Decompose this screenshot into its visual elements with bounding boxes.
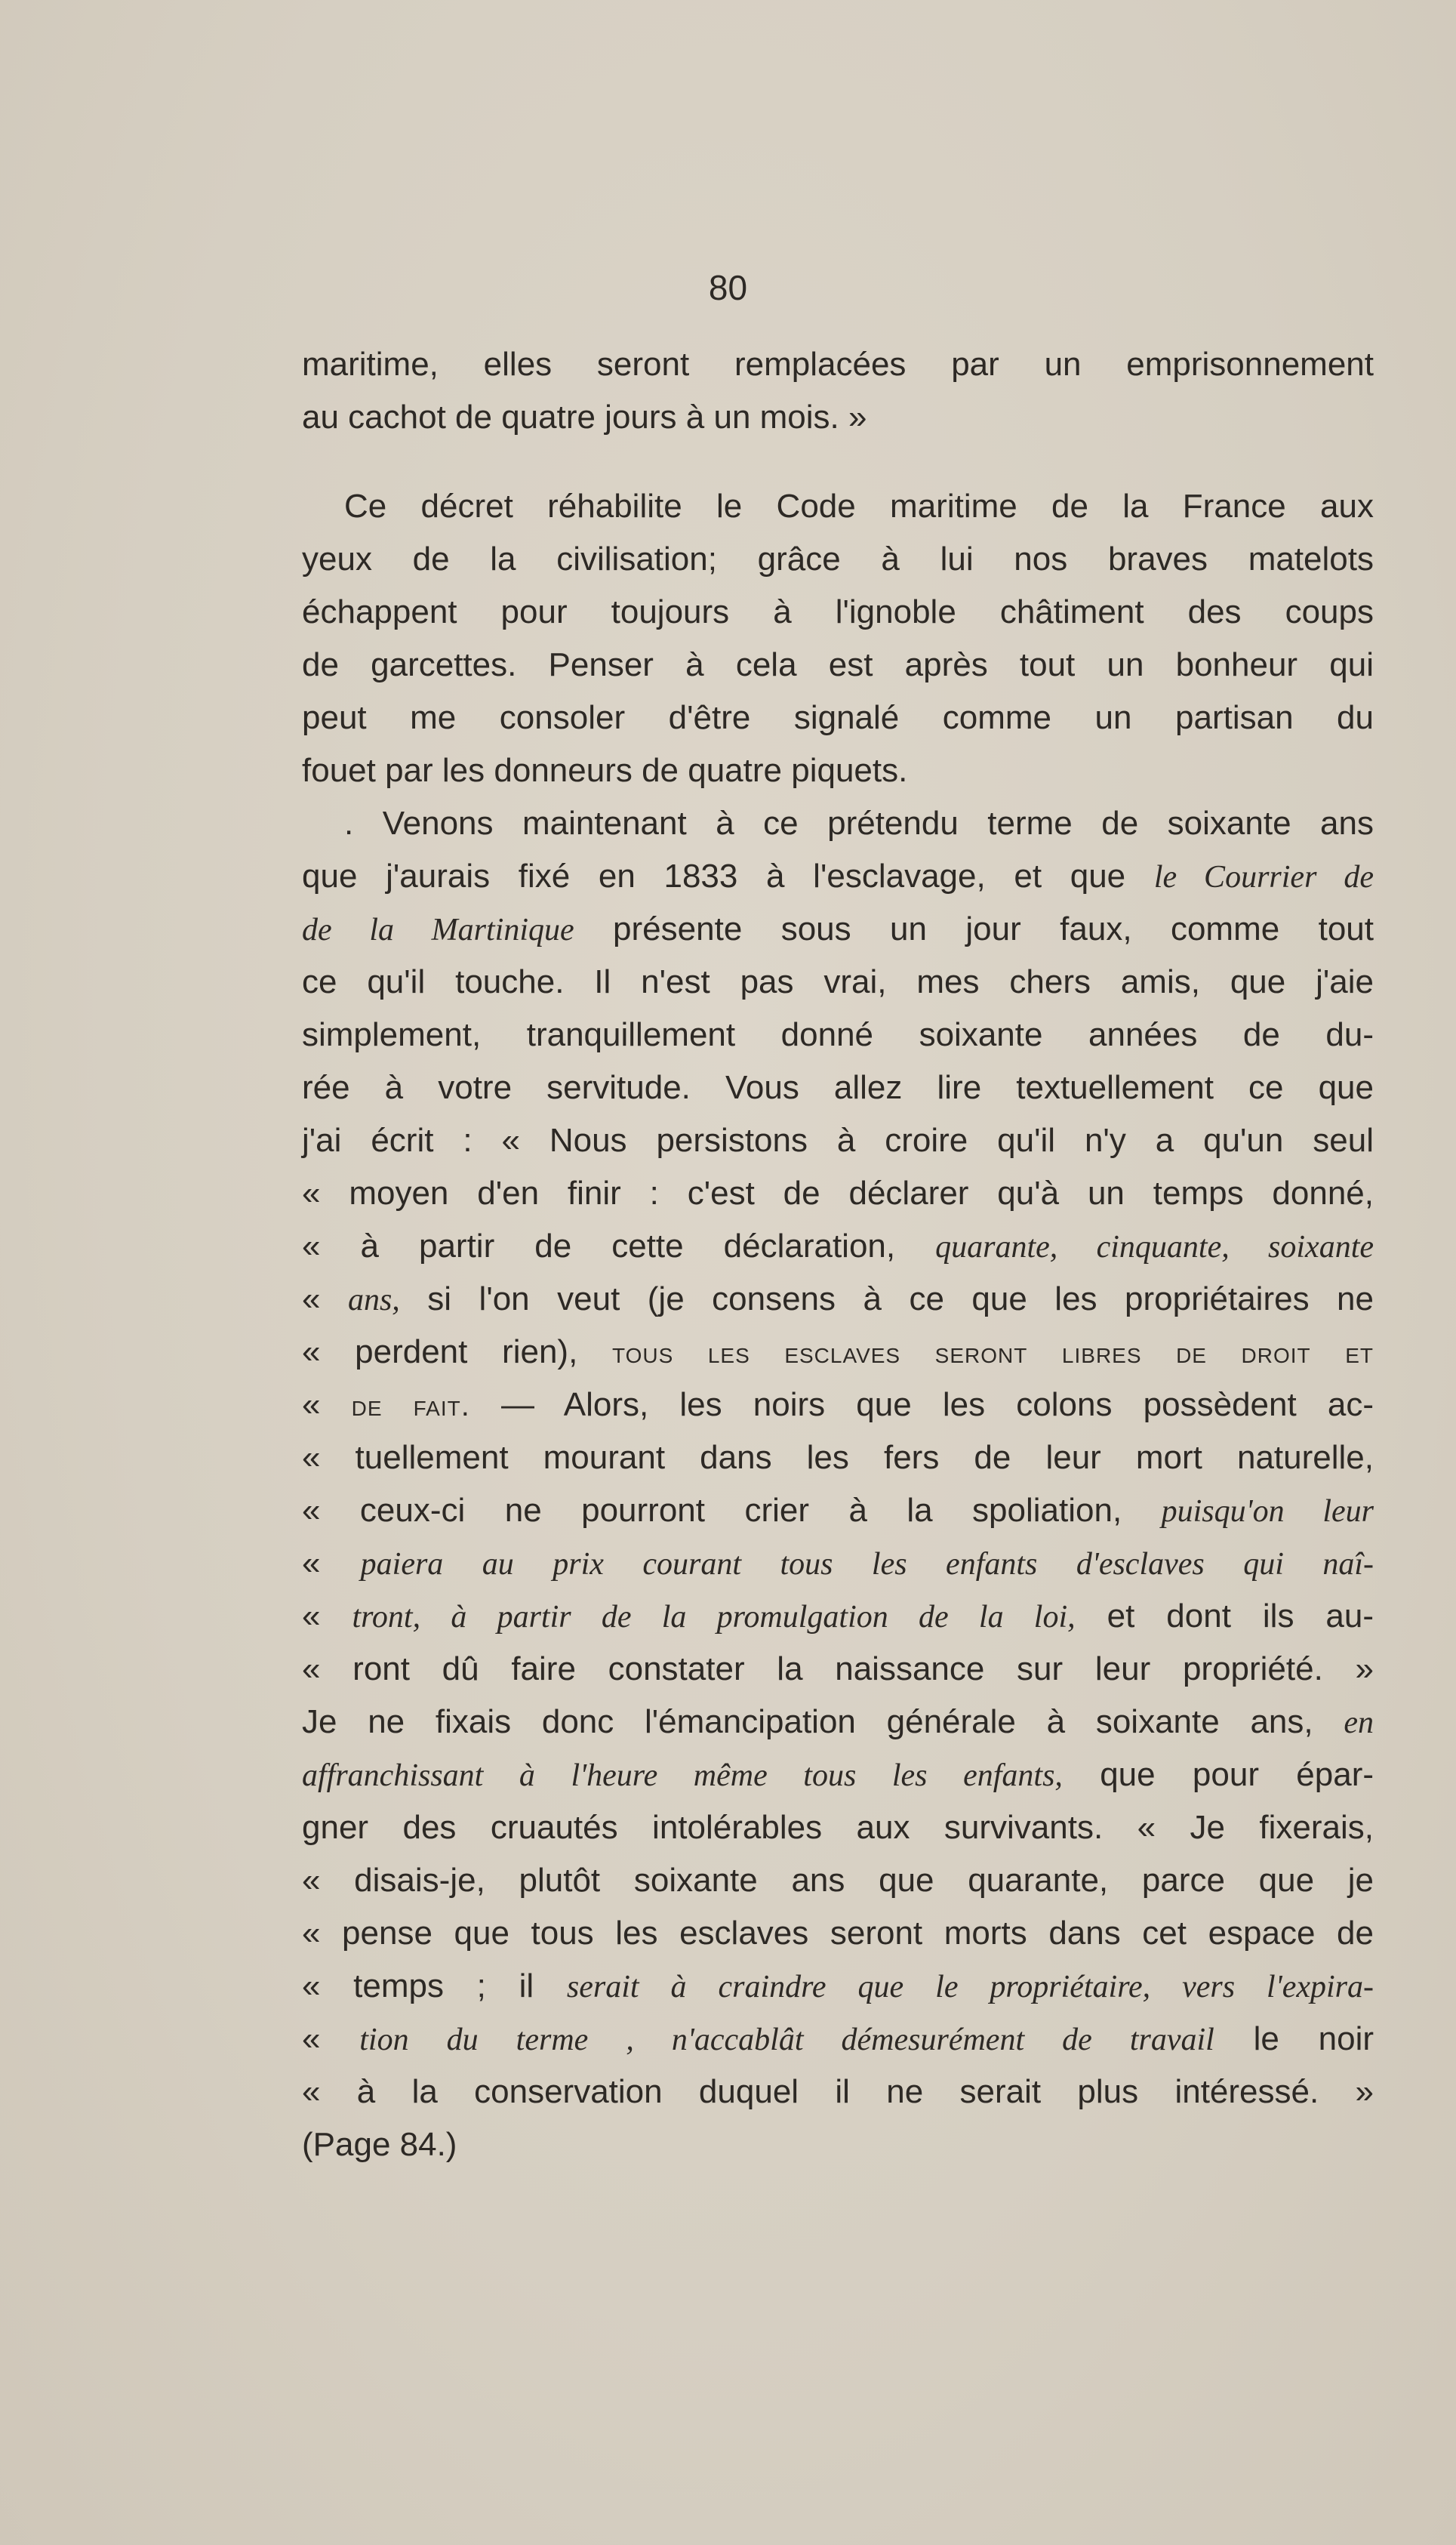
- text-line: [302, 1273, 1374, 1326]
- italic-run: affranchissant à l'heure même tous les enfants,: [302, 1758, 1063, 1793]
- text-line: [302, 1749, 1374, 1801]
- text-line: j'ai écrit : « Nous persistons à croire qu'il n'y a qu'un seul: [302, 1122, 1374, 1159]
- text-run: «: [302, 1280, 348, 1317]
- body-text: [302, 338, 1374, 2171]
- text-line: « disais-je, plutôt soixante ans que quarante, parce que je: [302, 1862, 1374, 1899]
- text-line: yeux de la civilisation; grâce à lui nos braves matelots: [302, 541, 1374, 578]
- text-line: « à la conservation duquel il ne serait plus intéressé. »: [302, 2073, 1374, 2110]
- text-run: « temps ; il: [302, 1967, 567, 2004]
- text-line: rée à votre servitude. Vous allez lire textuellement ce que: [302, 1069, 1374, 1106]
- italic-run: le Courrier de: [1153, 860, 1374, 895]
- text-run: et dont ils au-: [1075, 1598, 1374, 1635]
- text-line: ce qu'il touche. Il n'est pas vrai, mes chers amis, que j'aie: [302, 963, 1374, 1000]
- text-run: si l'on veut (je consens à ce que les propriétaires ne: [399, 1280, 1374, 1317]
- text-run: — Alors, les noirs que les colons possèdent ac-: [469, 1386, 1374, 1423]
- text-line: maritime, elles seront remplacées par un emprisonnement: [302, 346, 1374, 383]
- text-line: [302, 1484, 1374, 1537]
- text-run: «: [302, 1386, 352, 1423]
- text-line: Ce décret réhabilite le Code maritime de la France aux: [344, 488, 1374, 525]
- text-run: «: [302, 2020, 360, 2057]
- small-caps-run: tous les esclaves seront libres de droit et: [612, 1336, 1374, 1370]
- text-line: fouet par les donneurs de quatre piquets.: [302, 752, 908, 789]
- text-run: «: [302, 1545, 361, 1582]
- text-run: le noir: [1214, 2020, 1374, 2057]
- italic-run: paiera au prix courant tous les enfants d'esclaves qui naî-: [360, 1547, 1374, 1582]
- text-line: simplement, tranquillement donné soixante années de du-: [302, 1016, 1374, 1053]
- text-run: Je ne fixais donc l'émancipation générale à soixante ans,: [302, 1703, 1344, 1740]
- paragraph-gap: [302, 444, 1374, 480]
- text-line: [302, 1960, 1374, 2013]
- text-line: [302, 1379, 1374, 1431]
- text-line: [302, 1220, 1374, 1273]
- text-line: « pense que tous les esclaves seront morts dans cet espace de: [302, 1915, 1374, 1952]
- italic-run: de la Martinique: [302, 913, 574, 947]
- text-line: [302, 1537, 1374, 1590]
- text-line: « ront dû faire constater la naissance sur leur propriété. »: [302, 1650, 1374, 1687]
- text-run: « à partir de cette déclaration,: [302, 1228, 936, 1265]
- text-line: [302, 850, 1374, 903]
- text-line: . Venons maintenant à ce prétendu terme de soixante ans: [344, 805, 1374, 842]
- italic-run: puisqu'on leur: [1161, 1494, 1374, 1529]
- text-line: « tuellement mourant dans les fers de leur mort naturelle,: [302, 1439, 1374, 1476]
- text-line: gner des cruautés intolérables aux survivants. « Je fixerais,: [302, 1809, 1374, 1846]
- text-run: « perdent rien),: [302, 1333, 612, 1370]
- italic-run: ans,: [347, 1283, 400, 1317]
- text-run: que pour épar-: [1062, 1756, 1374, 1793]
- text-line: peut me consoler d'être signalé comme un partisan du: [302, 699, 1374, 736]
- italic-run: quarante, cinquante, soixante: [935, 1230, 1374, 1265]
- text-line: [302, 1590, 1374, 1643]
- text-line: « moyen d'en finir : c'est de déclarer qu'à un temps donné,: [302, 1175, 1374, 1212]
- text-line: (Page 84.): [302, 2126, 457, 2163]
- text-run: que j'aurais fixé en 1833 à l'esclavage, et que: [302, 858, 1154, 895]
- text-line: au cachot de quatre jours à un mois. »: [302, 399, 867, 436]
- text-run: « ceux-ci ne pourront crier à la spoliation,: [302, 1492, 1162, 1529]
- italic-run: serait à craindre que le propriétaire, vers l'expira-: [566, 1970, 1374, 2004]
- text-line: échappent pour toujours à l'ignoble châtiment des coups: [302, 593, 1374, 630]
- text-line: [302, 1326, 1374, 1379]
- text-line: [302, 1696, 1374, 1749]
- italic-run: tront, à partir de la promulgation de la loi,: [352, 1600, 1076, 1635]
- italic-run: tion du terme , n'accablât démesurément de travail: [359, 2023, 1214, 2057]
- italic-run: en: [1344, 1705, 1374, 1740]
- text-run: «: [302, 1598, 352, 1635]
- text-run: présente sous un jour faux, comme tout: [574, 910, 1374, 947]
- text-line: [302, 903, 1374, 956]
- small-caps-run: de fait.: [351, 1389, 470, 1422]
- text-line: de garcettes. Penser à cela est après tout un bonheur qui: [302, 646, 1374, 683]
- text-line: [302, 2013, 1374, 2066]
- page-number: 80: [708, 268, 748, 307]
